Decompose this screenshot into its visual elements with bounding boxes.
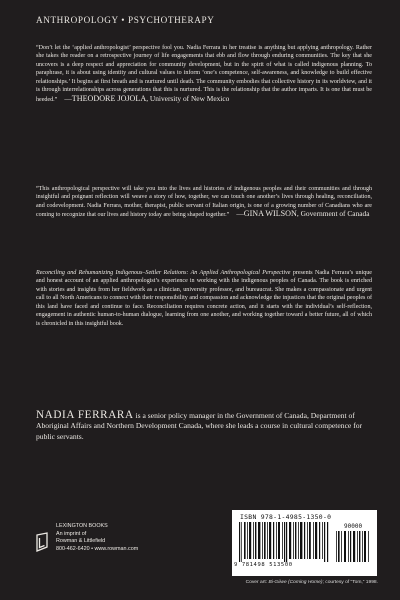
book-title: Reconciling and Rehumanizing Indigenous–Settler Relations: An Applied Anthropological Perspective [36,270,291,276]
price-code: 90000 [344,523,363,530]
endorser-affiliation: , University of New Mexico [146,93,230,103]
endorsement-text: “Don’t let the ‘applied anthropologist’ perspective fool you. Nadia Ferrara in her treatise is anything but applying anthropology. Rather she takes the reader on a retrospective journey of life engagements that ebb and flow through enduring communities. The key that she uncovers is a deep respect and appreciation for community development, but in the spirit of what is called indigenous planning. To paraphrase, it is about using identity and cultural values to inform ‘one’s competence, self-awareness, and knowledge to build effective relationships.’ It begins at first breath and is nurtured until death. The community embodies that collective history in its worldview, and it is through interrelationships across generations that this is nurtured. This is the relationship that the author imparts. It is one that must be heeded.” [36,45,372,103]
endorsement-1 [36,44,372,104]
author-bio [36,410,372,442]
author-bio-text: is a senior policy manager in the Government of Canada, Department of Aboriginal Affairs and Northern Development Canada, where she leads a course in cultural competence for public servants. [36,411,363,441]
publisher-contact: 800-462-6420 • www.rowman.com [56,545,139,552]
description-text: presents Nadia Ferrara’s unique and honest account of an applied anthropologist’s experience in working with the indigenous peoples of Canada. The book is enriched with stories and insights from her fieldwork as a clinician, university professor, and bureaucrat. She makes a compassionate and urgent call to all North Americans to connect with their responsibility and compassion and acknowledge the injustices that the original peoples of this land have faced and continue to face. Reconciliation requires concrete action, and it starts with the individual’s self-reflection, engagement in authentic human-to-human dialogue, learning from one another, and working together toward a better future, all of which is chronicled in this insightful book. [36,270,372,327]
publisher-parent: Rowman & Littlefield [56,538,106,545]
isbn-barcode [232,510,377,576]
category-label: ANTHROPOLOGY • PSYCHOTHERAPY [36,15,215,25]
endorsement-attribution: —THEODORE JOJOLA, University of New Mexico [64,93,230,103]
endorsement-2 [36,185,372,220]
endorser-name: GINA WILSON [243,209,297,219]
barcode-bars [236,522,374,564]
book-description [36,269,372,328]
endorser-name: THEODORE JOJOLA [71,93,147,103]
endorsement-text: “This anthropological perspective will take you into the lives and histories of indigenous peoples and their communities and through insightful and poignant reflection will weave a story of how, together, we can touch one another’s lives through healing, reconciliation, and codevelopment. Nadia Ferrara, mother, therapist, public servant of Italian origin, is one of a growing number of Canadians who are coming to recognize that our lives and history today are being shaped together.” [36,186,372,219]
publisher-name: LEXINGTON BOOKS [56,523,108,529]
endorser-affiliation: , Government of Canada [296,209,370,219]
endorsement-attribution: —GINA WILSON, Government of Canada [236,209,370,219]
cover-art-credit: Cover art: Bi-Giiwe (Coming Home); courtesy of “Tom,” 1998. [245,580,378,585]
publisher-imprint [36,523,176,565]
author-name: NADIA FERRARA [36,409,134,421]
book-logo-icon [36,532,48,552]
isbn-text: ISBN 978-1-4985-1350-0 [240,513,332,521]
barcode-digits: 9 781498 513500 [234,562,293,568]
publisher-imprint-line: An imprint of [56,530,87,537]
cover-art-title: Bi-Giiwe (Coming Home) [268,580,323,585]
